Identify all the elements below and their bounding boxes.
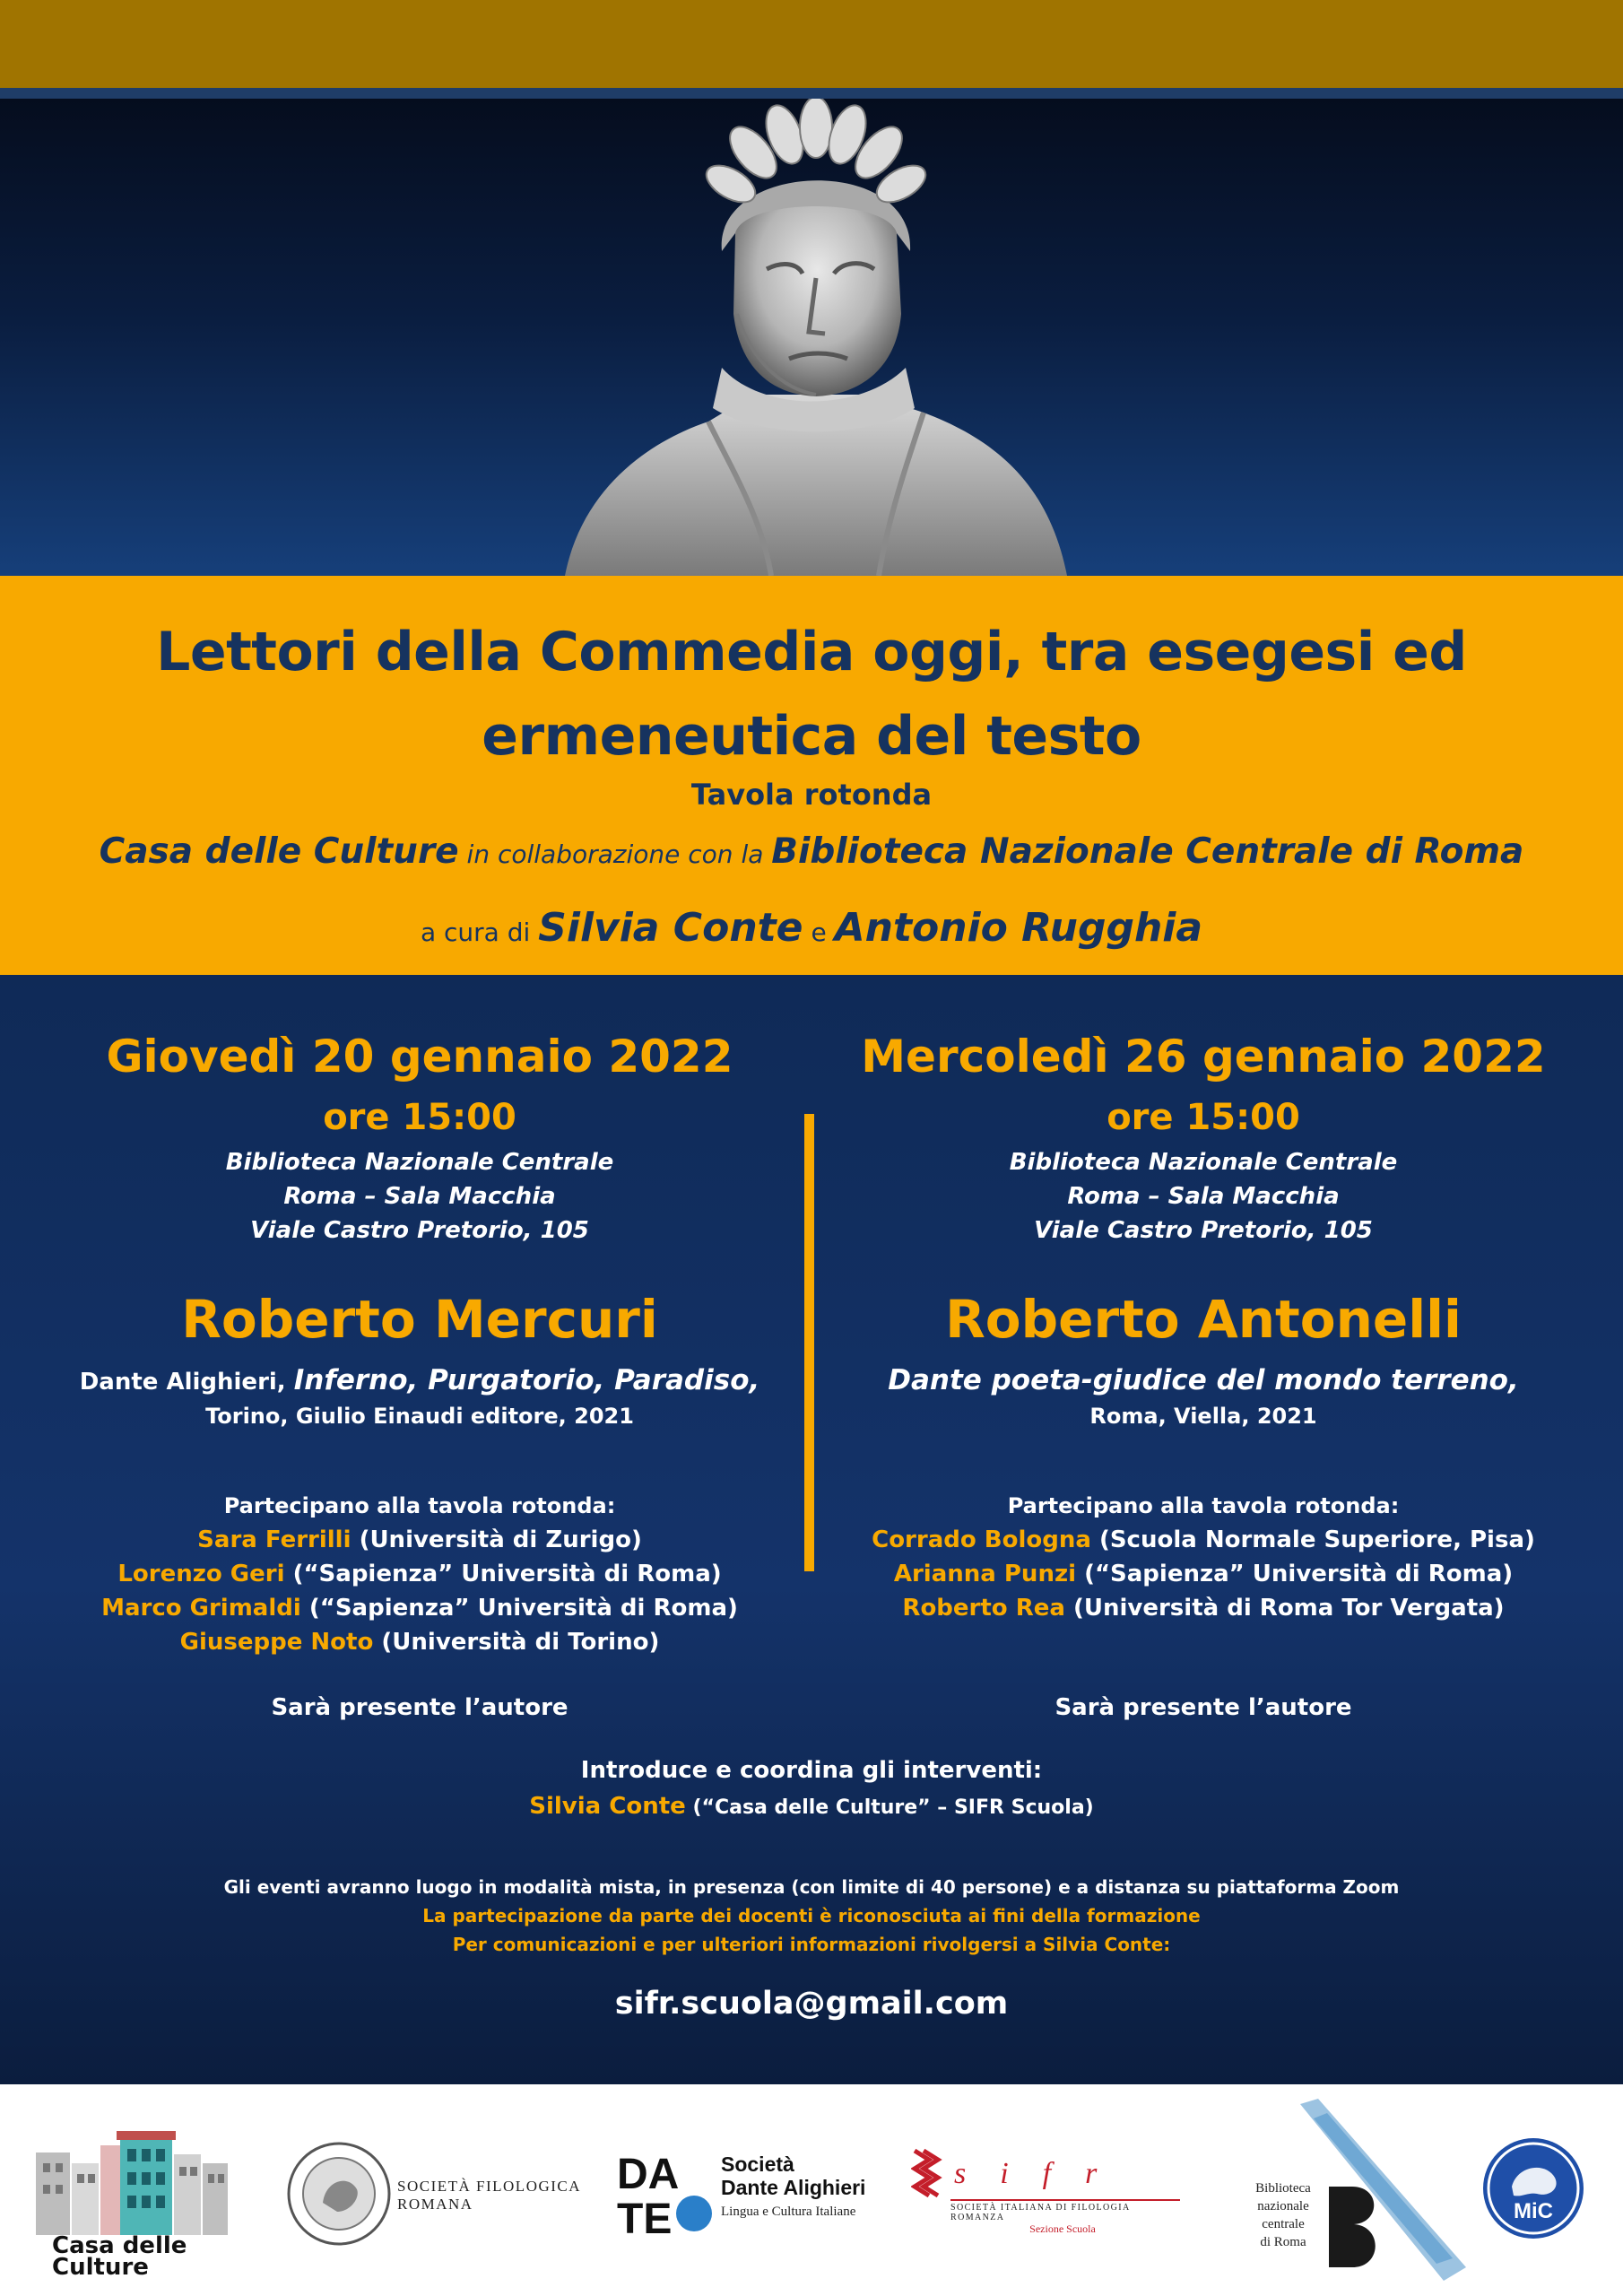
bnc-logo-text: nazionale [1257,2199,1309,2213]
coordinator-line [0,1793,1623,1820]
curated-by-label: a cura di [420,918,531,947]
collaboration-line [0,831,1623,872]
speaker-name: Roberto Mercuri [181,1289,658,1350]
societa-dante-alighieri-logo [615,2149,875,2239]
coordinator-affiliation: (“Casa delle Culture” – SIFR Scuola) [692,1796,1094,1819]
contact-note: Per comunicazioni e per ulteriori informazioni rivolgersi a Silvia Conte: [452,1934,1171,1955]
author-present-note: Sarà presente l’autore [1055,1694,1352,1721]
venue-line: Biblioteca Nazionale Centrale [1009,1149,1398,1176]
panelist-name: Roberto Rea [902,1595,1065,1622]
venue-line: Viale Castro Pretorio, 105 [1034,1217,1373,1244]
curated-by-line [0,905,1623,951]
dante-logo-text: Società [721,2152,794,2176]
panelist-name: Corrado Bologna [872,1526,1091,1553]
dante-logo-text: Dante Alighieri [721,2176,866,2199]
title-band [0,576,1623,975]
casa-delle-culture-logo [34,2127,249,2280]
bnc-logo-text: di Roma [1260,2235,1306,2249]
sifr-logo-text: SOCIETÀ ITALIANA DI FILOLOGIA ROMANZA [950,2199,1180,2222]
sfr-logo-text: SOCIETÀ FILOLOGICA [397,2178,582,2195]
teacher-training-note: La partecipazione da parte dei docenti è riconosciuta ai fini della formazione [422,1905,1201,1926]
casa-logo-text: Culture [52,2254,149,2281]
casa-logo-text: Casa delle [52,2232,187,2259]
panelist [25,1595,814,1622]
panelist-name: Giuseppe Noto [179,1629,374,1656]
sifr-pattern-icon [911,2147,1180,2201]
attendance-mode-note: Gli eventi avranno luogo in modalità mista, in presenza (con limite di 40 persone) e a distanza su piattaforma Zoom [223,1876,1400,1898]
bnc-logo-text: Biblioteca [1255,2181,1311,2196]
panelist-name: Sara Ferrilli [197,1526,352,1553]
panelist [809,1595,1598,1622]
partner-logos [0,2084,1623,2296]
coordination-heading: Introduce e coordina gli interventi: [580,1757,1043,1784]
bnc-logo-text: centrale [1262,2217,1305,2231]
panelist-name: Arianna Punzi [893,1561,1076,1587]
panelist-affiliation: (Università di Torino) [381,1629,660,1656]
collaboration-connector: in collaborazione con la [466,839,764,869]
svg-text:TE: TE [617,2196,673,2239]
event-details [0,975,1623,2084]
book-title: Dante poeta-giudice del mondo terreno, [888,1364,1519,1396]
panelist [809,1526,1598,1553]
venue-line: Roma – Sala Macchia [283,1183,556,1210]
panelist [25,1629,814,1656]
panelist [809,1561,1598,1587]
event-date: Mercoledì 26 gennaio 2022 [861,1031,1546,1083]
svg-text:DA: DA [617,2151,680,2198]
contact-email[interactable]: sifr.scuola@gmail.com [614,1986,1009,2022]
dante-statue-illustration [529,99,1085,576]
sfr-logo-text: ROMANA [397,2196,473,2213]
top-gold-bar [0,0,1623,88]
curator-name: Silvia Conte [538,905,803,951]
venue-line: Biblioteca Nazionale Centrale [225,1149,614,1176]
speaker-name: Roberto Antonelli [945,1289,1462,1350]
coordinator-name: Silvia Conte [529,1793,686,1820]
curator-connector: e [811,918,827,947]
svg-text:sifr: sifr [954,2157,1132,2190]
book-reference [809,1364,1598,1396]
hero-image [0,99,1623,576]
panelist-affiliation: (“Sapienza” Università di Roma) [1084,1561,1514,1587]
book-publisher: Torino, Giulio Einaudi editore, 2021 [205,1404,634,1429]
event-subtitle: Tavola rotonda [690,778,933,812]
sifr-section-text: Sezione Scuola [1029,2222,1096,2235]
author-present-note: Sarà presente l’autore [271,1694,568,1721]
sifr-logo [911,2147,1180,2246]
book-title: Inferno, Purgatorio, Paradiso, [293,1364,760,1396]
event-title: Lettori della Commedia oggi, tra esegesi ed ermeneutica del testo [156,621,1467,768]
panelist-name: Marco Grimaldi [101,1595,301,1622]
panelist-affiliation: (“Sapienza” Università di Roma) [292,1561,722,1587]
panelist-name: Lorenzo Geri [117,1561,285,1587]
organizer-biblioteca: Biblioteca Nazionale Centrale di Roma [771,831,1524,872]
panel-heading: Partecipano alla tavola rotonda: [223,1493,616,1518]
top-divider-line [0,88,1623,99]
book-author: Dante Alighieri, [79,1369,286,1396]
event-date: Giovedì 20 gennaio 2022 [106,1031,733,1083]
panelist [25,1561,814,1587]
venue-line: Viale Castro Pretorio, 105 [250,1217,589,1244]
societa-filologica-romana-logo [285,2140,599,2257]
book-publisher: Roma, Viella, 2021 [1089,1404,1317,1429]
panelist-affiliation: (Università di Roma Tor Vergata) [1072,1595,1505,1622]
medal-icon [285,2140,393,2248]
panel-heading: Partecipano alla tavola rotonda: [1007,1493,1400,1518]
panelist-affiliation: (Università di Zurigo) [359,1526,642,1553]
panelist [25,1526,814,1553]
curator-name: Antonio Rugghia [834,905,1203,951]
book-reference [25,1364,814,1396]
mic-logo [1483,2138,1584,2239]
organizer-casa-delle-culture: Casa delle Culture [99,831,459,872]
bnc-roma-logo [1228,2097,1480,2290]
event-time: ore 15:00 [1107,1097,1300,1138]
dante-mark-icon [615,2149,714,2239]
event-time: ore 15:00 [323,1097,516,1138]
panelist-affiliation: (Scuola Normale Superiore, Pisa) [1098,1526,1535,1553]
panelist-affiliation: (“Sapienza” Università di Roma) [308,1595,738,1622]
buildings-icon [34,2127,249,2235]
mic-logo-text: MiC [1514,2199,1553,2223]
venue-line: Roma – Sala Macchia [1067,1183,1340,1210]
dante-logo-tagline: Lingua e Cultura Italiane [721,2205,856,2219]
